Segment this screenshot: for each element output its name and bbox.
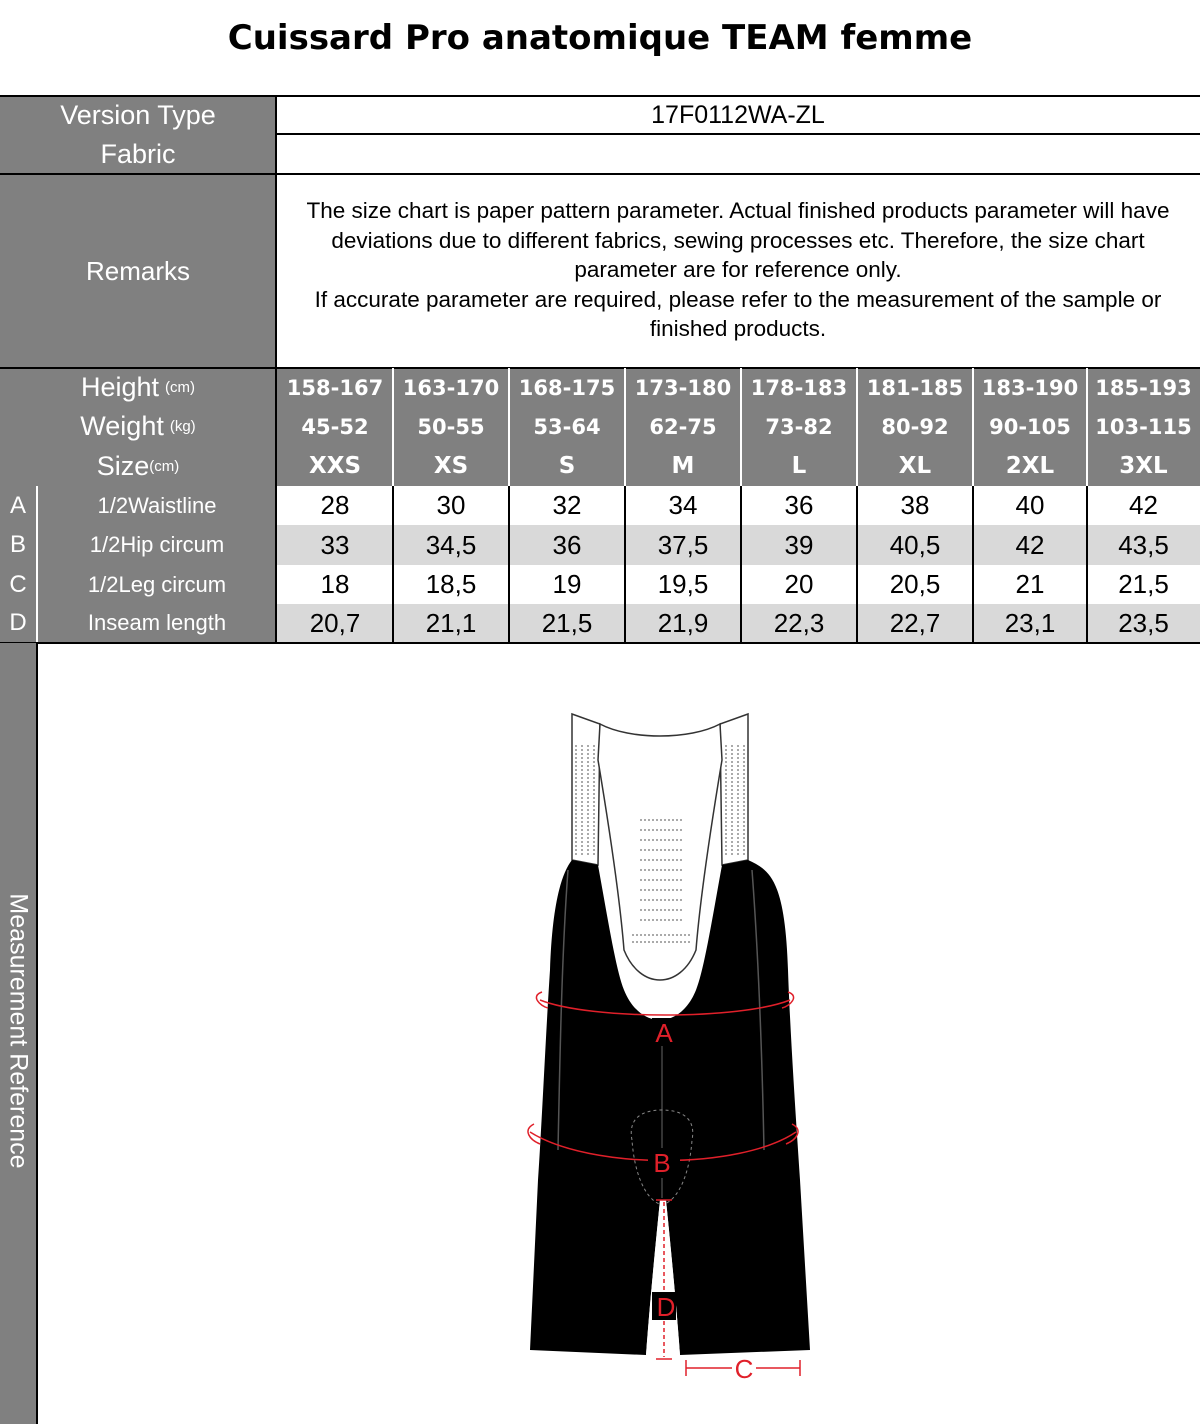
weight-value: 73-82 — [741, 407, 857, 446]
marker-d: D — [656, 1292, 676, 1322]
marker-b: B — [653, 1148, 671, 1178]
size-value: M — [625, 446, 741, 486]
measure-label-hip: 1/2Hip circum — [38, 525, 276, 565]
leg-value: 21 — [1015, 569, 1045, 599]
weight-value: 90-105 — [973, 407, 1087, 446]
remarks-line: deviations due to different fabrics, sewing processes etc. Therefore, the size chart — [331, 227, 1145, 253]
leg-value: 19,5 — [657, 569, 709, 599]
size-value: 2XL — [973, 446, 1087, 486]
remarks-label: Remarks — [0, 174, 276, 368]
leg-value: 20 — [784, 569, 814, 599]
height-value: 178-183 — [741, 368, 857, 407]
height-value: 185-193 — [1087, 368, 1200, 407]
size-value: S — [509, 446, 625, 486]
page-title: Cuissard Pro anatomique TEAM femme — [227, 18, 973, 58]
measurement-reference-label: Measurement Reference — [4, 893, 33, 1169]
inseam-value: 21,1 — [425, 607, 477, 638]
weight-value: 103-115 — [1087, 407, 1200, 446]
leg-value: 19 — [552, 569, 582, 599]
weight-value: 80-92 — [857, 407, 973, 446]
inseam-value: 22,3 — [773, 607, 825, 638]
size-unit: (cm) — [149, 457, 180, 475]
remarks-line: finished products. — [649, 316, 827, 341]
hip-value: 37,5 — [657, 529, 709, 560]
remarks-line: If accurate parameter are required, please refer to the measurement of the sample or — [314, 286, 1162, 312]
leg-value: 21,5 — [1118, 569, 1169, 599]
weight-label-text: Weight — [80, 411, 164, 441]
height-value: 158-167 — [277, 368, 393, 407]
height-value: 183-190 — [973, 368, 1087, 407]
marker-c: C — [734, 1354, 754, 1384]
height-label-text: Height — [80, 372, 160, 402]
weight-unit: (kg) — [169, 418, 196, 435]
measure-label-waist: 1/2Waistline — [38, 486, 276, 525]
inseam-value: 20,7 — [309, 607, 361, 638]
weight-label — [0, 407, 276, 446]
waist-value: 42 — [1129, 490, 1158, 520]
version-type-label: Version Type — [0, 96, 276, 134]
waist-value: 30 — [436, 490, 466, 520]
weight-value: 50-55 — [393, 407, 509, 446]
waist-value: 38 — [900, 490, 930, 520]
size-label-text: Size — [96, 450, 150, 481]
waist-value: 34 — [668, 490, 698, 520]
height-value: 168-175 — [509, 368, 625, 407]
measure-letter-b: B — [0, 525, 36, 565]
size-label — [0, 446, 276, 486]
fabric-label: Fabric — [0, 134, 276, 174]
marker-a: A — [655, 1018, 673, 1048]
size-value: L — [741, 446, 857, 486]
inseam-value: 22,7 — [889, 607, 941, 638]
measure-letter-a: A — [0, 486, 36, 525]
weight-value: 62-75 — [625, 407, 741, 446]
hip-value: 42 — [1015, 529, 1045, 560]
leg-value: 18,5 — [425, 569, 477, 599]
weight-value: 53-64 — [509, 407, 625, 446]
waist-value: 28 — [320, 490, 350, 520]
leg-value: 20,5 — [889, 569, 941, 599]
inseam-value: 23,5 — [1118, 607, 1169, 638]
waist-value: 32 — [552, 490, 582, 520]
remarks-text — [278, 196, 1198, 344]
inseam-value: 23,1 — [1004, 607, 1056, 638]
height-value: 181-185 — [857, 368, 973, 407]
fabric-value — [276, 134, 1200, 174]
weight-value: 45-52 — [277, 407, 393, 446]
hip-value: 36 — [552, 529, 582, 560]
height-value: 173-180 — [625, 368, 741, 407]
bib-shorts-illustration — [500, 700, 840, 1390]
waist-value: 40 — [1015, 490, 1045, 520]
hip-value: 40,5 — [889, 529, 941, 560]
size-value: XL — [857, 446, 973, 486]
height-label — [0, 368, 276, 407]
hip-value: 33 — [320, 529, 350, 560]
hip-value: 39 — [784, 529, 814, 560]
hip-value: 43,5 — [1118, 529, 1169, 560]
inseam-value: 21,5 — [541, 607, 593, 638]
height-unit: (cm) — [165, 379, 196, 396]
remarks-line: parameter are for reference only. — [574, 257, 902, 282]
size-value: XXS — [277, 446, 393, 486]
measure-letter-c: C — [0, 565, 36, 604]
version-type-value: 17F0112WA-ZL — [651, 100, 825, 129]
measure-label-inseam: Inseam length — [38, 604, 276, 642]
measurement-reference-panel — [0, 643, 36, 1424]
leg-value: 18 — [320, 569, 350, 599]
hip-value: 34,5 — [425, 529, 477, 560]
size-value: XS — [393, 446, 509, 486]
remarks-line: The size chart is paper pattern parameter. Actual finished products parameter will have — [306, 198, 1170, 223]
waist-value: 36 — [784, 490, 814, 520]
height-value: 163-170 — [393, 368, 509, 407]
inseam-value: 21,9 — [657, 607, 709, 638]
measure-label-leg: 1/2Leg circum — [38, 565, 276, 604]
measure-letter-d: D — [0, 604, 36, 642]
size-value: 3XL — [1087, 446, 1200, 486]
